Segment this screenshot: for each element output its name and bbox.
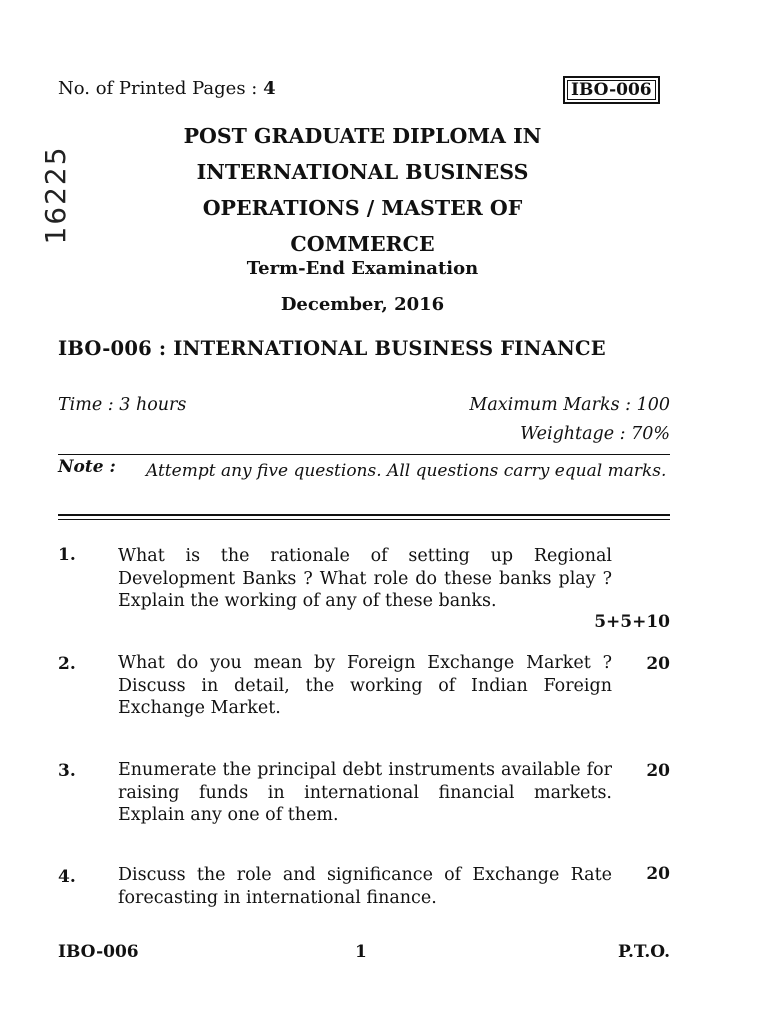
question-marks: 5+5+10	[594, 612, 670, 632]
question-marks: 20	[646, 654, 670, 674]
title-line: INTERNATIONAL BUSINESS	[196, 160, 529, 184]
question-marks: 20	[646, 761, 670, 781]
divider-line	[58, 454, 670, 455]
question-marks: 20	[646, 864, 670, 884]
footer-paper-code: IBO-006	[58, 942, 139, 962]
question-number: 1.	[58, 545, 76, 565]
question-text: What do you mean by Foreign Exchange Market ? Discuss in detail, the working of Indian Foreign Exchange Market.	[118, 653, 612, 718]
question-text: Discuss the role and significance of Exchange Rate forecasting in international finance.	[118, 865, 612, 908]
title-line: OPERATIONS / MASTER OF	[202, 196, 523, 220]
question-text: Enumerate the principal debt instruments available for raising funds in international financial markets. Explain any one of them.	[118, 760, 612, 825]
question-number: 2.	[58, 654, 76, 674]
printed-pages-label: No. of Printed Pages :	[58, 78, 258, 99]
double-divider-line	[58, 514, 670, 520]
exam-date: December, 2016	[280, 294, 445, 315]
serial-number: 16225	[38, 145, 72, 245]
exam-name: Term-End Examination	[246, 258, 479, 279]
printed-pages-value: 4	[263, 78, 276, 99]
page-number: 1	[355, 942, 367, 962]
please-turn-over: P.T.O.	[618, 942, 670, 962]
question-number: 4.	[58, 867, 76, 887]
programme-title	[120, 118, 605, 262]
printed-pages-line	[58, 78, 276, 99]
time-allowed: Time : 3 hours	[58, 395, 187, 415]
question-number: 3.	[58, 761, 76, 781]
question-text: What is the rationale of setting up Regional Development Banks ? What role do these banks play ? Explain the working of any of these banks.	[118, 546, 612, 611]
note-text: Attempt any five questions. All questions carry equal marks.	[146, 461, 667, 481]
weightage: Weightage : 70%	[520, 424, 670, 444]
course-title: IBO-006 : INTERNATIONAL BUSINESS FINANCE	[58, 337, 606, 360]
note-label: Note :	[58, 457, 116, 477]
maximum-marks: Maximum Marks : 100	[469, 395, 670, 415]
title-line: POST GRADUATE DIPLOMA IN	[183, 124, 542, 148]
paper-code-box: IBO-006	[563, 76, 660, 104]
title-line: COMMERCE	[290, 232, 435, 256]
